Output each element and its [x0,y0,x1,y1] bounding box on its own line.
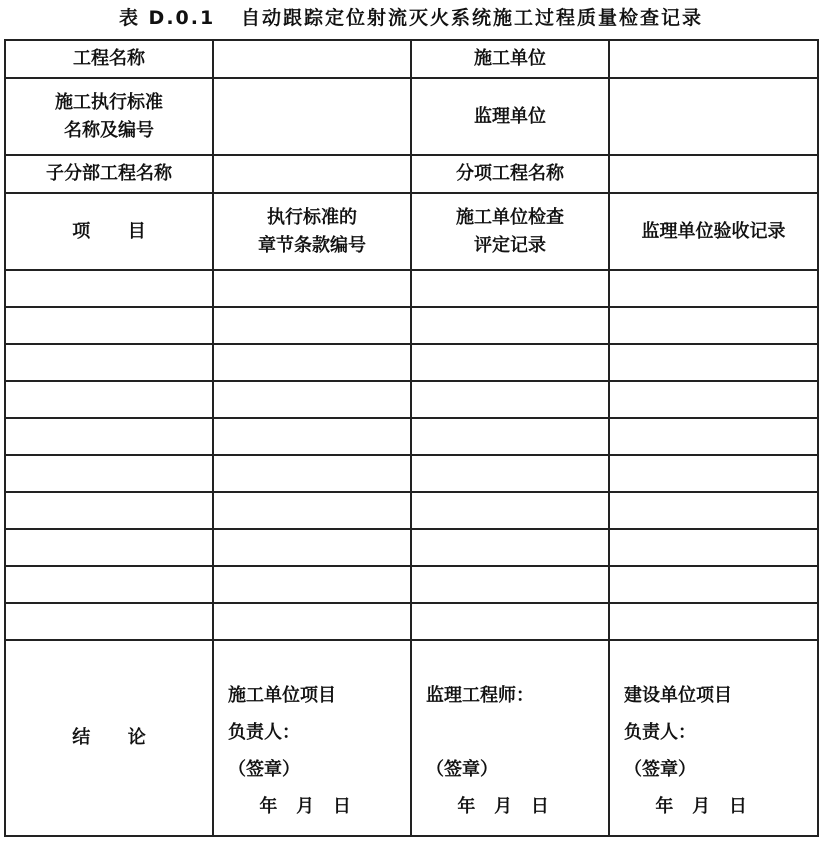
item-cell[interactable] [5,344,213,381]
supervision-unit-value[interactable] [609,78,818,155]
project-name-row [5,40,818,78]
sub-item-label: 分项工程名称 [411,155,609,193]
acceptance-cell[interactable] [609,455,818,492]
acceptance-cell[interactable] [609,603,818,640]
supervisor-sign-line2 [426,714,608,751]
item-cell[interactable] [5,492,213,529]
acceptance-cell[interactable] [609,529,818,566]
form-title: 表 D.0.1 自动跟踪定位射流灭火系统施工过程质量检查记录 [118,7,704,29]
supervisor-stamp: （签章） [426,759,498,780]
clause-cell[interactable] [213,529,411,566]
table-row [5,603,818,640]
clause-cell[interactable] [213,418,411,455]
acceptance-cell[interactable] [609,566,818,603]
clause-header-line2: 章节条款编号 [258,234,366,256]
check-cell[interactable] [411,492,609,529]
standard-value[interactable] [213,78,411,155]
check-cell[interactable] [411,418,609,455]
project-name-label: 工程名称 [5,40,213,78]
supervisor-sign-line1: 监理工程师： [426,685,534,706]
table-row [5,344,818,381]
item-cell[interactable] [5,307,213,344]
table-row [5,529,818,566]
owner-sign-line1: 建设单位项目 [624,685,732,706]
clause-cell[interactable] [213,381,411,418]
check-cell[interactable] [411,566,609,603]
clause-header-line1: 执行标准的 [267,206,357,228]
acceptance-cell[interactable] [609,381,818,418]
item-cell[interactable] [5,381,213,418]
acceptance-cell[interactable] [609,270,818,307]
check-cell[interactable] [411,270,609,307]
table-row [5,381,818,418]
item-cell[interactable] [5,418,213,455]
supervisor-signature-block[interactable] [411,640,609,836]
owner-date: 年 月 日 [624,796,747,817]
check-column-header [411,193,609,270]
standard-label-line1: 施工执行标准 [55,91,163,113]
clause-column-header [213,193,411,270]
item-cell[interactable] [5,566,213,603]
owner-sign-line2: 负责人： [624,722,696,743]
table-row [5,566,818,603]
construction-sign-line1: 施工单位项目 [228,685,336,706]
sub-division-row [5,155,818,193]
acceptance-column-header: 监理单位验收记录 [609,193,818,270]
table-row [5,492,818,529]
clause-cell[interactable] [213,344,411,381]
supervision-unit-label: 监理单位 [411,78,609,155]
clause-cell[interactable] [213,603,411,640]
construction-sign-line2: 负责人： [228,722,300,743]
sub-division-value[interactable] [213,155,411,193]
standard-label-line2: 名称及编号 [64,119,154,141]
owner-signature-block[interactable] [609,640,818,836]
item-cell[interactable] [5,455,213,492]
acceptance-cell[interactable] [609,344,818,381]
conclusion-label: 结 论 [5,640,213,836]
check-cell[interactable] [411,381,609,418]
clause-cell[interactable] [213,492,411,529]
check-header-line2: 评定记录 [474,234,546,256]
item-cell[interactable] [5,270,213,307]
construction-stamp: （签章） [228,759,300,780]
table-row [5,307,818,344]
check-header-line1: 施工单位检查 [456,206,564,228]
check-cell[interactable] [411,455,609,492]
item-cell[interactable] [5,603,213,640]
item-column-header: 项 目 [5,193,213,270]
owner-stamp: （签章） [624,759,696,780]
acceptance-cell[interactable] [609,492,818,529]
standard-row [5,78,818,155]
standard-label [5,78,213,155]
clause-cell[interactable] [213,270,411,307]
clause-cell[interactable] [213,307,411,344]
construction-signature-block[interactable] [213,640,411,836]
item-cell[interactable] [5,529,213,566]
clause-cell[interactable] [213,566,411,603]
project-name-value[interactable] [213,40,411,78]
check-cell[interactable] [411,307,609,344]
sub-division-label: 子分部工程名称 [5,155,213,193]
check-cell[interactable] [411,344,609,381]
check-cell[interactable] [411,529,609,566]
column-header-row [5,193,818,270]
conclusion-row [5,640,818,836]
acceptance-cell[interactable] [609,418,818,455]
clause-cell[interactable] [213,455,411,492]
check-cell[interactable] [411,603,609,640]
table-row [5,270,818,307]
construction-unit-value[interactable] [609,40,818,78]
acceptance-cell[interactable] [609,307,818,344]
table-row [5,455,818,492]
supervisor-date: 年 月 日 [426,796,549,817]
sub-item-value[interactable] [609,155,818,193]
construction-date: 年 月 日 [228,796,351,817]
construction-unit-label: 施工单位 [411,40,609,78]
quality-inspection-record-table [4,39,819,837]
table-row [5,418,818,455]
